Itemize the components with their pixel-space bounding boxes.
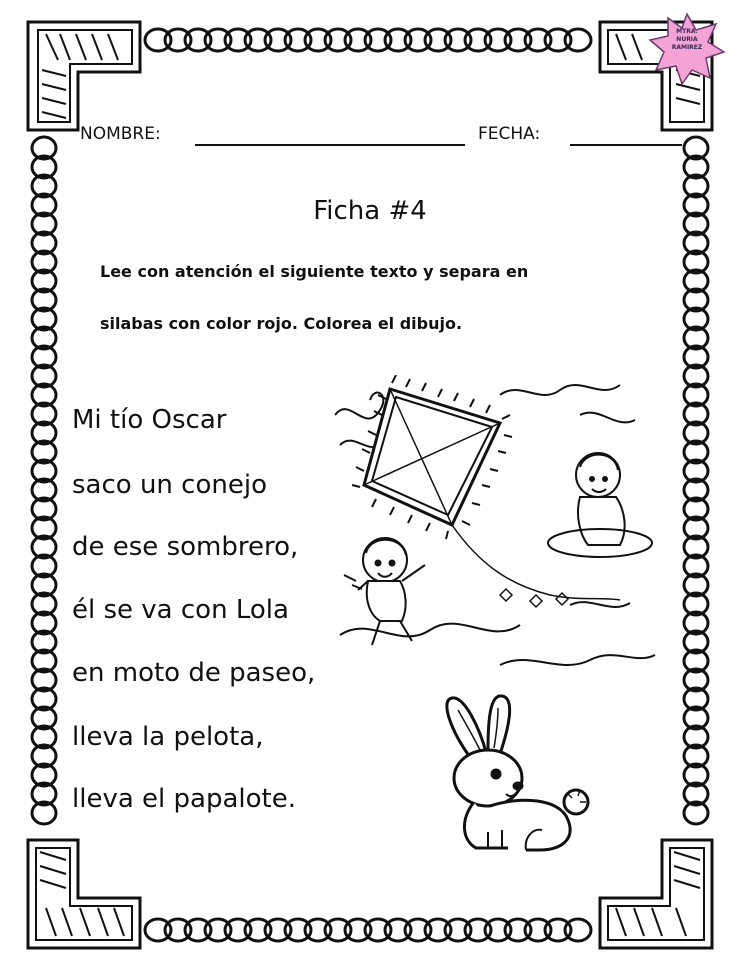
poem-line: lleva el papalote. bbox=[72, 784, 296, 814]
corner-top-left bbox=[28, 22, 140, 130]
poem-line: Mi tío Oscar bbox=[72, 405, 227, 435]
poem-line: saco un conejo bbox=[72, 470, 267, 500]
rabbit-illustration bbox=[430, 690, 600, 860]
corner-bottom-right bbox=[600, 840, 712, 948]
name-label: NOMBRE: bbox=[80, 124, 161, 144]
poem-line: en moto de paseo, bbox=[72, 658, 316, 688]
badge-line: NURIA bbox=[676, 36, 698, 43]
worksheet-title: Ficha #4 bbox=[313, 196, 427, 226]
corner-bottom-left bbox=[28, 840, 140, 948]
chain-link bbox=[565, 919, 591, 941]
poem-line: lleva la pelota, bbox=[72, 722, 264, 752]
badge-text bbox=[664, 28, 710, 52]
child-right bbox=[548, 453, 652, 557]
name-blank-line[interactable] bbox=[195, 144, 465, 146]
kite-children-illustration bbox=[330, 375, 660, 695]
poem-line: él se va con Lola bbox=[72, 595, 289, 625]
chain-link bbox=[565, 29, 591, 51]
date-label: FECHA: bbox=[478, 124, 541, 144]
date-blank-line[interactable] bbox=[570, 144, 682, 146]
badge-line: MTRA. bbox=[676, 28, 698, 35]
instruction-line: silabas con color rojo. Colorea el dibujo. bbox=[100, 314, 463, 333]
poem-line: de ese sombrero, bbox=[72, 532, 299, 562]
instruction-line: Lee con atención el siguiente texto y separa en bbox=[100, 262, 529, 281]
header-fields bbox=[80, 124, 690, 152]
badge-line: RAMIREZ bbox=[671, 44, 703, 51]
